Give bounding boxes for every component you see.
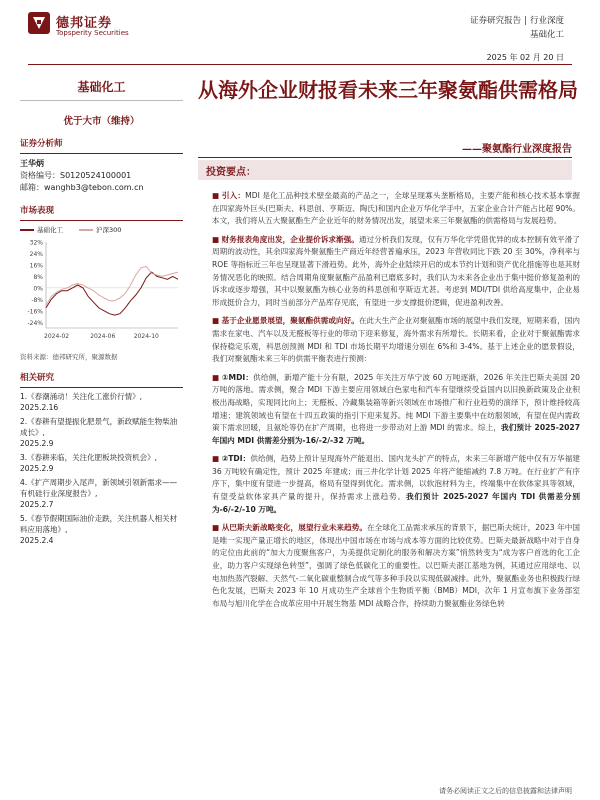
title-divider [198,157,572,158]
paragraph-mdi: ■ ①MDI：供给侧，新增产能十分有限，2025 年关注万华宁波 60 万吨逐渐，2026 年关注巴斯夫美国 20 万吨的落地。需求侧，聚合 MDI 下游主要应用领域白色家电和汽车有望继续受益国内以旧换新政策及企业积极出海战略，实现同比向上；无醛板、冷藏集装箱等新兴领域在市场推广和行业趋势的演绎下，预计维持较高增速；建筑领域也有望在十四五政策的指引下迎来复苏。纯 MDI 下游主要集中在纺服领域，有望在促内需政策下需求回暖，且氨纶等仍在扩产周期，也将进一步带动对上游 MDI 的需求。综上，我们预计 2025-2027 年国内 MDI 供需差分别为-16/-2/-32 万吨。 [212,372,580,445]
legend-item-index: 沪深300 [79,225,121,234]
analyst-heading: 证券分析师 [20,139,63,149]
y-tick-label: -8% [31,296,43,304]
report-type: 证券研究报告 [470,16,522,26]
header-divider [28,64,572,65]
investment-heading-bar [198,160,572,180]
brand-name: 德邦证券 [56,16,113,31]
investment-heading: 投资要点： [206,167,256,178]
divider [20,387,183,388]
report-industry: 基础化工 [529,30,564,40]
paragraph-basf: ■ 从巴斯夫新战略变化，展望行业未来趋势。在全球化工品需求承压的背景下，据巴斯夫统计，2023 年中国是唯一实现产量正增长的地区，体现出中国市场在市场与成本等方面的比较优势。巴斯夫最新战略中对于自身的定位由此前的“加大力度聚焦客户，为美提供定制化的服务和解决方案”悄然转变为“成为客户首选的化工企业，助力客户实现绿色转型”，强调了绿色低碳化工的重要性。以巴斯夫湛江基地为例，其通过应用绿电、以电加热蒸汽裂解、天然气-二氧化碳重整制合成气等多种手段以实现低碳减排。此外，聚氨酯业务也积极践行绿色化发展，巴斯夫 2023 年 10 月成功生产全球首个生物质平衡（BMB）MDI，次年 1 月宣布旗下业务部室布局与旭川化学在合成革应用中开展生物基 MDI 战略合作，持续助力聚氨酯业务绿色转 [212,523,580,608]
paragraph-tdi: ■ ②TDI：供给侧，趋势上预计呈现海外产能退出、国内龙头扩产的特点，未来三年新增产能中仅有万华福建 36 万吨较有确定性，预计 2025 年建成；而三井化学计划 2025 年将产能缩减约 7.8 万吨。在行业扩产有序序下，集中度有望进一步提高，格局有望得到优化。需求侧，以软泡材料为主，终端集中在软体家具等领域，有望受益软体家具产量的提升，保持需求上涨趋势。我们预计 2025-2027 年国内 TDI 供需差分别为-6/-2/-10 万吨。 [212,454,580,514]
related-item[interactable]: 2.《春耕有望提振化肥景气，新政赋能生物柴油成长》, 2025.2.9 [20,417,178,448]
related-item[interactable]: 5.《春节假期国际油价走跌，关注机器人相关材料应用落地》, 2025.2.4 [20,514,178,545]
legend-item-sector: 基础化工 [20,225,63,234]
y-tick-label: 16% [29,262,43,270]
y-tick-label: 0% [33,285,43,293]
market-heading: 市场表现 [20,206,55,216]
y-tick-label: 8% [33,273,43,281]
rating-label: 优于大市（维持） [63,116,140,127]
x-tick-label: 2024-02 [44,333,70,340]
related-heading: 相关研究 [20,373,55,383]
bullet-icon: ■ [212,234,222,244]
related-item[interactable]: 3.《春耕来临，关注化肥板块投资机会》, 2025.2.9 [20,453,158,473]
sidebar [20,70,183,546]
bullet-icon: ■ [212,372,222,382]
report-body [212,190,580,616]
paragraph-finance: ■ 财务报表角度出发，企业提价诉求渐强。通过分析我们发现，仅有万华化学凭借优异的成本控制有效平滑了周期的波动性，其余四家海外聚氨酯生产商近年经营普遍承压，2023 年营收同比下跌 20 至 30%，净利率与 ROE 等指标近三年也呈现显著下滑趋势。此外，海外企业陆续开启的成本节约计划和资产优化措施等也是其财务情况恶化的映照。结合周期角度聚氨酯产品盈利已磨底多时，我们认为未来各企业出于集中挺价修复盈利的诉求或逐步增强，其中以聚氨酯为核心业务的科思创和亨斯迈尤甚。考虑到 MDI/TDI 供给高度集中，企业易形成挺价合力，同时当前部分产品库存见底，有望进一步支撑挺价逻辑，促进盈利改善。 [212,234,580,307]
analyst-license: 资格编号：S0120524100001 [20,171,132,180]
series-line-sector [46,272,178,315]
bullet-icon: ■ [212,191,222,200]
divider [20,153,183,154]
bullet-icon: ■ [212,454,222,464]
report-meta: 证券研究报告 | 行业深度 基础化工 [470,16,564,40]
report-subtitle: ——聚氨酯行业深度报告 [462,144,572,155]
sector-label: 基础化工 [20,74,183,101]
bullet-icon: ■ [212,523,222,533]
chart-legend [20,225,183,234]
report-category: 行业深度 [529,16,564,26]
related-item[interactable]: 1.《春潮涌动！关注化工涨价行情》, 2025.2.16 [20,392,143,412]
x-tick-label: 2024-06 [90,333,116,340]
report-title: 从海外企业财报看未来三年聚氨酯供需格局 [198,78,578,102]
footer-disclaimer: 请务必阅读正文之后的信息披露和法律声明 [439,787,572,795]
chart-source: 资料来源：德邦研究所，聚源数据 [20,353,118,361]
divider [20,220,183,221]
y-tick-label: 32% [29,239,43,247]
market-chart [20,236,183,346]
y-tick-label: -16% [27,308,43,316]
y-tick-label: -24% [27,319,43,327]
paragraph-outlook: ■ 基于企业愿景展望，聚氨酯供需或向好。在此大生产企业对聚氨酯市场的展望中我们发现，短期来看，国内需求在家电、汽车以及无醛板等行业的带动下迎来修复，海外需求有所增长。长期来看，企业对于聚氨酯需求保持稳定乐观，科思创预测 MDI 和 TDI 市场长期平均增速分别在 6%和 3-4%。基于上述企业的愿景假设，我们对聚氨酯未来三年的供需平衡表进行预测： [212,316,580,364]
report-date: 2025 年 02 月 20 日 [486,53,564,62]
related-item[interactable]: 4.《扩产周期步入尾声，新领域引领新需求——有机硅行业深度报告》, 2025.2.7 [20,478,178,509]
series-line-index [46,266,178,305]
analyst-info [20,158,183,194]
y-tick-label: 24% [29,250,43,258]
analyst-email[interactable]: 邮箱：wanghb3@tebon.com.cn [20,183,144,192]
related-list [20,391,183,546]
paragraph-intro: ■ 引入：MDI 是化工品种技术壁垒最高的产品之一，全球呈现寡头垄断格局，主要产能和核心技术基本掌握在四家海外巨头(巴斯夫、科思创、亨斯迈、陶氏)和国内企业万华化学手中，五家企业合计产能占比超 90%。本文，我们将从五大聚氨酯生产企业近年的财务情况出发，展望未来三年聚氨酯的供需格局与发展趋势。 [212,191,580,226]
analyst-name: 王华炳 [20,159,44,168]
brand-logo-icon [28,12,50,34]
x-tick-label: 2024-10 [133,333,159,340]
bullet-icon: ■ [212,316,222,326]
brand-name-en: Topsperity Securities [56,29,129,37]
